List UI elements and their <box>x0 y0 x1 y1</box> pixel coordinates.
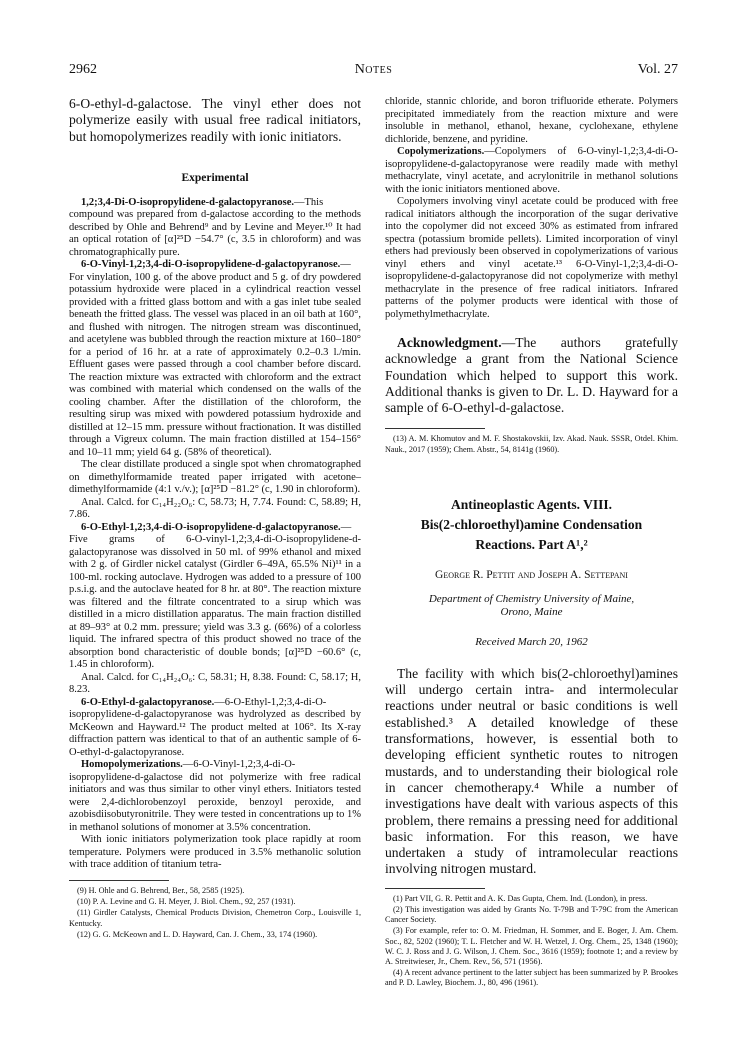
paragraph-chromatography: The clear distillate produced a single spot when chromatographed on dimethylformamide treated paper irrigated with acetone–dimethylformamide (4:1 v./v.); [α]²⁵D −81.2° (c, 1.90 in chloroform). <box>69 459 361 496</box>
footnote: (13) A. M. Khomutov and M. F. Shostakovskii, Izv. Akad. Nauk. SSSR, Otdel. Khim. Nauk., 2017 (1959); Chem. Abstr., 54, 8141g (1960). <box>385 434 678 454</box>
article-title: Antineoplastic Agents. VIII. Bis(2-chloroethyl)amine Condensation Reactions. Part A¹,² <box>420 496 643 552</box>
footnote: (9) H. Ohle and G. Behrend, Ber., 58, 2585 (1925). <box>77 885 245 895</box>
footnote-divider <box>385 888 485 889</box>
left-footnotes <box>69 886 361 940</box>
analysis-vinyl: Anal. Calcd. for C₁₄H₂₂O₆: C, 58.73; H, 7.74. Found: C, 58.89; H, 7.86. <box>69 496 361 521</box>
running-title: Notes <box>354 62 393 77</box>
paragraph-vinylation: 6-O-Vinyl-1,2;3,4-di-O-isopropylidene-d-galactopyranose.—For vinylation, 100 g. of the above product and 5 g. of dry powdered potassium hydroxide were placed in a cylindrical reaction vessel provided with a fritted glass bottom and with a gas inlet tube sealed beneath the fritted glass. The vessel was placed in an oil bath at 160°, and flushed with nitrogen. The nitrogen stream was discontinued, and acetylene was bubbled through the reaction mixture at 160–180° for a period of 16 hr. at a rate of approximately 0.2–0.3 l./min. Effluent gases were passed through a cool chamber before discard. The reaction mixture was extracted with chloroform and the extract was combined with material which condensed on the walls of the cooling chamber. After the distillation of the chloroform, the resulting sirup was mixed with powdered potassium hydroxide and distilled at 12–15 mm. pressure without fractionation. It was distilled through a Vigreux column. The main fraction distilled at 154–156° and 10–11 mm; yield 64 g. (58% of theoretical). <box>69 259 361 458</box>
paragraph-vinyl-acetate: Copolymers involving vinyl acetate could be produced with free radical initiators although the incorporation of the sugar derivative into the copolymer did not exceed 30% as estimated from infrared spectra (potassium bromide pellets). Limited incorporation of vinyl ethers had previously been observed in copolymerizations of various vinyl ethers and vinyl acetate.¹³ 6-O-Vinyl-1,2;3,4-di-O-isopropylidene-d-galactopyranose did not copolymerize with methyl methacrylate in the presence of free radical initiators. Infrared patterns of the polymer products were identical with those of polymethylmethacrylate. <box>385 196 678 320</box>
footnote: (3) For example, refer to: O. M. Friedman, H. Sommer, and E. Boger, J. Am. Chem. Soc., 82, 5202 (1960); T. L. Fletcher and W. H. Wetzel, J. Org. Chem., 25, 1348 (1960); W. C. J. Ross and J. G. Wilson, J. Chem. Soc., 3616 (1959); footnote 1; and a review by A. Streitwieser, Jr., Chem. Rev., 56, 571 (1956). <box>385 926 678 966</box>
footnote: (2) This investigation was aided by Grants No. T-79B and T-79C from the American Cancer Society. <box>385 904 678 925</box>
footnote: (12) G. G. McKeown and L. D. Hayward, Can. J. Chem., 33, 174 (1960). <box>77 929 318 939</box>
page-number: 2962 <box>69 62 97 77</box>
affiliation: Department of Chemistry University of Maine, Orono, Maine <box>428 592 635 619</box>
volume-label: Vol. 27 <box>637 62 678 77</box>
page-header <box>69 62 678 82</box>
paragraph-chloride-continuation: chloride, stannic chloride, and boron trifluoride etherate. Polymers precipitated immediately from the reaction mixture and were insoluble in methanol, ethanol, hexane, cyclohexane, ethylene dichloride, benzene, and pyridine. <box>385 96 678 145</box>
footnote: (11) Girdler Catalysts, Chemical Products Division, Chemetron Corp., Louisville 1, Kentucky. <box>69 908 361 928</box>
footnote-divider <box>69 880 169 881</box>
article-body: The facility with which bis(2-chloroethyl)amines will undergo certain intra- and intermolecular reactions under neutral or basic conditions is well established.³ A detailed knowledge of these transformations, however, is essential both to developing efficient synthetic routes to nitrogen mustards, and to understanding their biological role in cancer chemotherapy.⁴ While a number of investigations have dealt with various aspects of this problem, there remains a pressing need for additional basic information. For this reason, we have undertaken a study of intramolecular reactions involving nitrogen mustard. <box>385 665 678 877</box>
article-authors: George R. Pettit and Joseph A. Settepani <box>435 568 628 581</box>
intro-paragraph: 6-O-ethyl-d-galactose. The vinyl ether does not polymerize easily with usual free radical initiators, but homopolymerizes readily with ionic initiators. <box>69 96 361 144</box>
acknowledgment: Acknowledgment.—The authors gratefully acknowledge a grant from the National Science Foundation which helped to support this work. Additional thanks is given to Dr. L. D. Hayward for a sample of 6-O-ethyl-d-galactose. <box>385 335 678 416</box>
left-column <box>69 96 361 941</box>
paragraph-ionic-initiators: With ionic initiators polymerization took place rapidly at room temperature. Polymers were produced in 3.5% methanolic solution with trace addition of titanium tetra- <box>69 834 361 871</box>
paragraph-diisopropylidene: 1,2;3,4-Di-O-isopropylidene-d-galactopyranose.—This compound was prepared from d-galactose according to the methods described by Ohle and Behrend⁹ and by Levine and Meyer.¹⁰ It had an optical rotation of [α]²⁵D −54.7° (c, 3.5 in chloroform) and was chromatographically pure. <box>69 196 361 258</box>
footnote: (10) P. A. Levine and G. H. Meyer, J. Biol. Chem., 92, 257 (1931). <box>77 897 296 907</box>
footnote-divider <box>385 428 485 429</box>
paragraph-homopolymerizations: Homopolymerizations.—6-O-Vinyl-1,2;3,4-di-O-isopropylidene-d-galactose did not polymerize with free radical initiators and was thus similar to other vinyl ethers. Initiators tested were 2,4-dichlorobenzoyl peroxide, benzoyl peroxide, and azobisdiisobutyronitrile. They were tested in concentrations up to 1% in methanol solutions of monomer at 3.5% concentration. <box>69 759 361 833</box>
footnote: (1) Part VII, G. R. Pettit and A. K. Das Gupta, Chem. Ind. (London), in press. <box>393 893 648 903</box>
paragraph-copolymerizations: Copolymerizations.—Copolymers of 6-O-vinyl-1,2;3,4-di-O-isopropylidene-d-galactopyranose were readily made with methyl methacrylate, vinyl acetate, and acrylonitrile in methanol solutions with the ionic initiators mentioned above. <box>385 146 678 195</box>
right-column <box>385 96 678 990</box>
paragraph-ethyl-derivative: 6-O-Ethyl-1,2;3,4-di-O-isopropylidene-d-galactopyranose.—Five grams of 6-O-vinyl-1,2;3,4-di-O-isopropylidene-d-galactopyranose was dissolved in 50 ml. of 99% ethanol and mixed with 2 g. of Girdler nickel catalyst (Girdler 6–49A, 65.5% Ni)¹¹ in a 100-ml. rocking autoclave. Hydrogen was added to a pressure of 100 p.s.i.g. and the autoclave heated for 8 hr. at 80°. The reaction mixture was filtered and the filtrate concentrated to a sirup which was distilled in a micro distillation apparatus. The main fraction distilled at 89–93° at 0.2 mm. pressure; yield was 3.3 g. (66%) of a colorless liquid. The infrared spectra of this product showed no trace of the absorption bond characteristic of double bonds; [α]²⁵D −60.6° (c, 1.45 in chloroform). <box>69 521 361 671</box>
analysis-ethyl: Anal. Calcd. for C₁₄H₂₄O₆: C, 58.31; H, 8.38. Found: C, 58.17; H, 8.23. <box>69 671 361 696</box>
right-footnotes <box>385 894 678 989</box>
received-date: Received March 20, 1962 <box>475 635 588 648</box>
experimental-heading: Experimental <box>181 171 249 184</box>
footnote: (4) A recent advance pertinent to the latter subject has been summarized by P. Brookes and P. D. Lawley, Biochem. J., 80, 496 (1961). <box>385 968 678 988</box>
paragraph-ethyl-galactopyranose: 6-O-Ethyl-d-galactopyranose.—6-O-Ethyl-1,2;3,4-di-O-isopropylidene-d-galactopyranose was hydrolyzed as described by McKeown and Hayward.¹² The product melted at 106°. Its X-ray diffraction pattern was identical to that of an authentic sample of 6-O-ethyl-d-galactopyranose. <box>69 696 361 758</box>
